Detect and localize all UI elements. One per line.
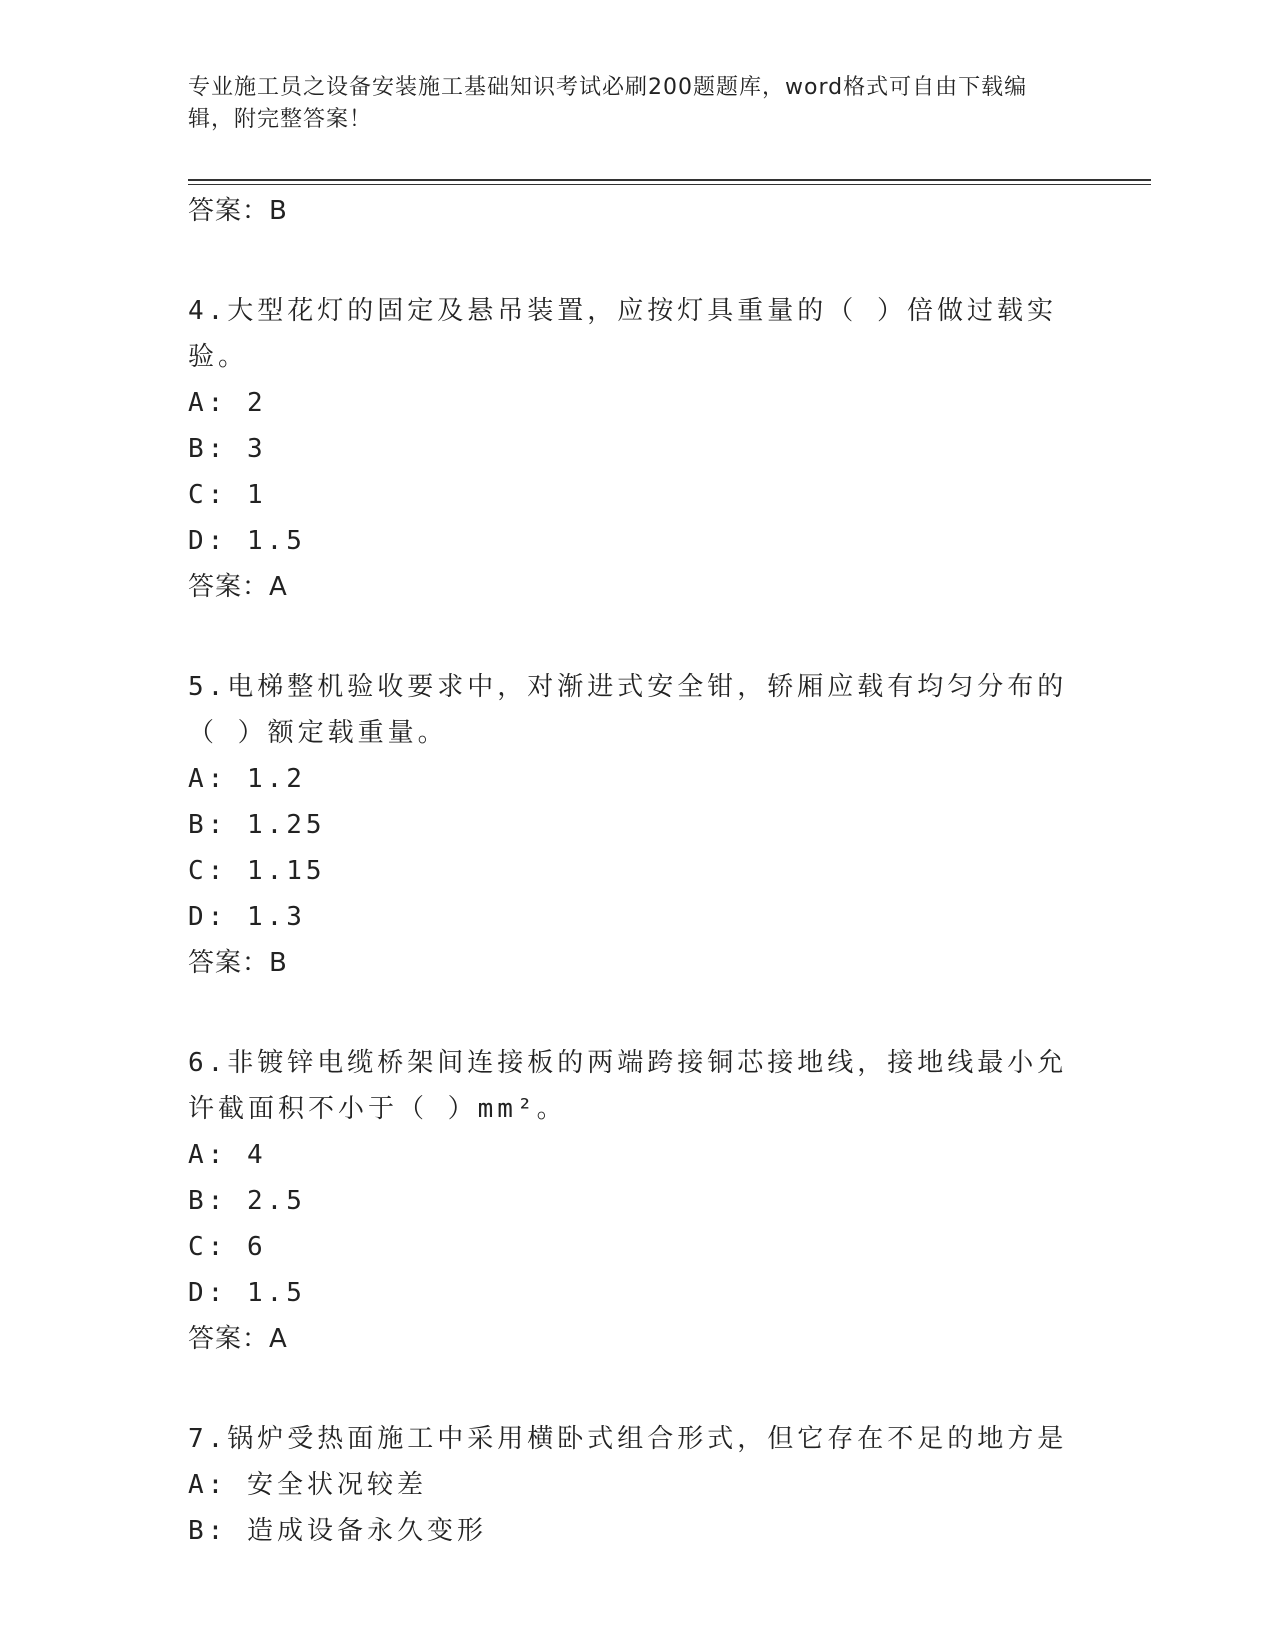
answer: 答案：A bbox=[188, 1324, 288, 1354]
option-b: B: 1.25 bbox=[188, 810, 326, 840]
option-b: B: 2.5 bbox=[188, 1186, 306, 1216]
header-title: 专业施工员之设备安装施工基础知识考试必刷200题题库，word格式可自由下载编辑，附完整答案！ bbox=[188, 75, 1028, 132]
spacer bbox=[188, 986, 1088, 1040]
question-6 bbox=[188, 1040, 1088, 1362]
answer: 答案：A bbox=[188, 572, 288, 602]
spacer bbox=[188, 234, 1088, 288]
question-list bbox=[188, 188, 1088, 1554]
answer: 答案：B bbox=[188, 948, 288, 978]
option-a: A: 2 bbox=[188, 388, 267, 418]
option-a: A: 4 bbox=[188, 1140, 267, 1170]
option-a: A: 1.2 bbox=[188, 764, 306, 794]
option-b: B: 3 bbox=[188, 434, 267, 464]
question-7 bbox=[188, 1416, 1088, 1554]
header-divider-thin bbox=[188, 184, 1151, 185]
option-b: B: 造成设备永久变形 bbox=[188, 1516, 487, 1546]
question-4 bbox=[188, 288, 1088, 610]
spacer bbox=[188, 610, 1088, 664]
question-text: 5.电梯整机验收要求中，对渐进式安全钳，轿厢应载有均匀分布的（ ）额定载重量。 bbox=[188, 672, 1068, 748]
option-a: A: 安全状况较差 bbox=[188, 1470, 427, 1500]
question-5 bbox=[188, 664, 1088, 986]
question-text: 4.大型花灯的固定及悬吊装置，应按灯具重量的（ ）倍做过载实验。 bbox=[188, 296, 1057, 372]
option-c: C: 6 bbox=[188, 1232, 267, 1262]
question-text: 6.非镀锌电缆桥架间连接板的两端跨接铜芯接地线，接地线最小允许截面积不小于（ ）mm²。 bbox=[188, 1048, 1068, 1124]
previous-answer: 答案：B bbox=[188, 196, 288, 226]
option-d: D: 1.3 bbox=[188, 902, 306, 932]
option-c: C: 1 bbox=[188, 480, 267, 510]
header-divider bbox=[188, 179, 1151, 181]
option-d: D: 1.5 bbox=[188, 1278, 306, 1308]
option-d: D: 1.5 bbox=[188, 526, 306, 556]
spacer bbox=[188, 1362, 1088, 1416]
document-header bbox=[188, 72, 1068, 136]
option-c: C: 1.15 bbox=[188, 856, 326, 886]
question-text: 7.锅炉受热面施工中采用横卧式组合形式，但它存在不足的地方是 bbox=[188, 1424, 1068, 1454]
